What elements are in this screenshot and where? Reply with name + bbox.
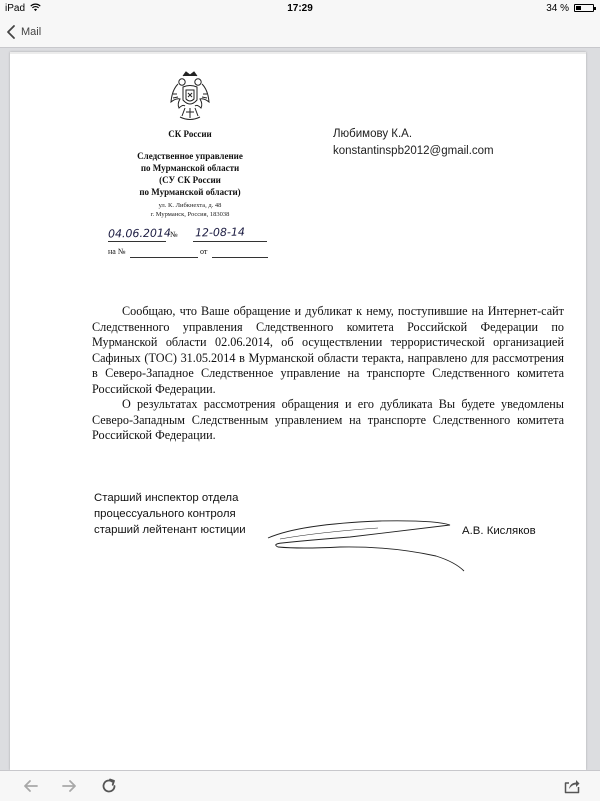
battery-percent: 34 %	[546, 3, 569, 14]
arrow-right-icon[interactable]	[60, 777, 78, 795]
organization-header	[108, 128, 272, 198]
letter-body	[92, 304, 564, 444]
bottom-toolbar	[0, 770, 600, 801]
signer-position-line-3: старший лейтенант юстиции	[94, 524, 246, 536]
clock: 17:29	[287, 3, 313, 14]
address-city: г. Мурманск, Россия, 183038	[150, 211, 230, 218]
status-bar	[0, 0, 600, 17]
signer-position-line-2: процессуального контроля	[94, 508, 236, 520]
org-line-4: (СУ СК России	[159, 175, 221, 185]
handwritten-signature	[260, 516, 470, 574]
chevron-left-icon	[5, 24, 18, 40]
org-line-5: по Мурманской области)	[139, 187, 241, 197]
back-to-mail-button[interactable]	[5, 23, 41, 41]
addressee-block	[333, 126, 494, 160]
coat-of-arms-icon	[168, 70, 212, 124]
signer-name: А.В. Кисляков	[462, 525, 536, 537]
incoming-number-label: на №	[108, 247, 126, 256]
battery-icon	[574, 4, 594, 12]
body-paragraph-2: О результатах рассмотрения обращения и его дубликата Вы будете уведомлены Северо-Западным Следственным управлением на транспорте Следственного комитета Российской Федерации.	[92, 397, 564, 442]
navigation-bar	[0, 17, 600, 48]
registration-number: 12-08-14	[194, 225, 246, 240]
addressee-email[interactable]: konstantinspb2012@gmail.com	[333, 145, 494, 157]
back-button-label: Mail	[21, 26, 42, 38]
org-line-3: по Мурманской области	[140, 163, 240, 173]
registration-number-line	[193, 241, 267, 242]
reload-icon[interactable]	[100, 777, 118, 795]
incoming-number-line	[130, 257, 198, 258]
incoming-from-line	[212, 257, 268, 258]
signer-position	[94, 490, 246, 538]
registration-number-sign: №	[170, 230, 178, 239]
addressee-name: Любимову К.А.	[333, 128, 413, 140]
letter-page	[10, 52, 586, 770]
address-street: ул. К. Либкнехта, д. 48	[158, 202, 222, 209]
signer-position-line-1: Старший инспектор отдела	[94, 492, 239, 504]
page-edge	[10, 52, 586, 54]
registration-date: 04.06.2014	[107, 226, 172, 241]
registration-date-line	[108, 241, 166, 242]
document-viewer[interactable]	[0, 48, 600, 770]
device-name: iPad	[5, 3, 26, 14]
incoming-from-label: от	[200, 247, 208, 256]
org-line-2: Следственное управление	[137, 151, 243, 161]
arrow-left-icon[interactable]	[22, 777, 40, 795]
organization-address	[108, 201, 272, 219]
org-line-1: СК России	[168, 129, 212, 139]
battery-level-fill	[576, 6, 581, 10]
share-icon[interactable]	[563, 777, 581, 795]
body-paragraph-1: Сообщаю, что Ваше обращение и дубликат к нему, поступившие на Интернет-сайт Следственного управления Следственного комитета Российской Федерации по Мурманской области 02.06.2014, об осуществлении террористической организацией Сафиных (ТОС) 31.05.2014 в Мурманской области теракта, направлено для рассмотрения в Северо-Западное Следственное управление на транспорте Следственного комитета Российской Федерации.	[92, 304, 564, 396]
